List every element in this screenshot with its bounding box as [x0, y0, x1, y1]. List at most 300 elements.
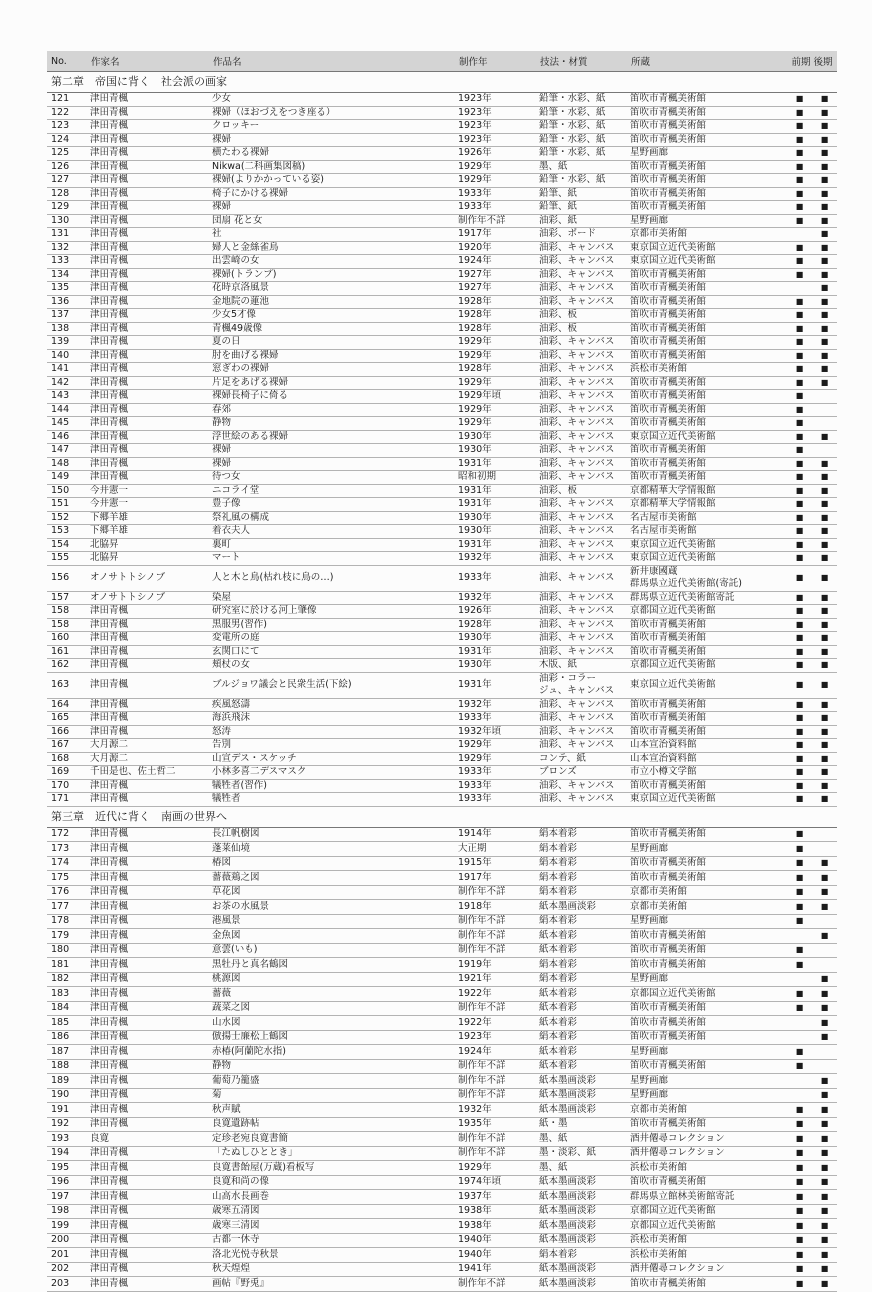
cell-year: 制作年不詳 — [455, 1088, 536, 1103]
cell-title: 古都一休寺 — [209, 1233, 455, 1248]
cell-year: 制作年不詳 — [455, 929, 536, 944]
cell-second-term: ■ — [812, 201, 837, 215]
cell-no: 193 — [47, 1132, 87, 1147]
cell-title: 裏町 — [209, 538, 455, 552]
cell-technique: 油彩、キャンバス — [536, 255, 627, 269]
cell-title: 良寛和尚の像 — [209, 1175, 455, 1190]
cell-year: 1941年 — [455, 1262, 536, 1277]
cell-second-term: ■ — [812, 430, 837, 444]
table-row — [47, 174, 837, 188]
cell-first-term: ■ — [787, 1103, 812, 1118]
cell-second-term: ■ — [812, 632, 837, 646]
table-row — [47, 842, 837, 857]
table-row — [47, 525, 837, 539]
cell-no: 158 — [47, 618, 87, 632]
cell-year: 1933年 — [455, 779, 536, 793]
cell-year: 1930年 — [455, 632, 536, 646]
cell-year: 1930年 — [455, 430, 536, 444]
cell-artist: オノサトトシノブ — [87, 591, 209, 605]
cell-technique: 油彩・コラー ジュ、キャンバス — [536, 672, 627, 698]
cell-title: 怒涛 — [209, 725, 455, 739]
cell-first-term: ■ — [787, 201, 812, 215]
cell-first-term: ■ — [787, 766, 812, 780]
cell-artist: 津田青楓 — [87, 349, 209, 363]
table-row — [47, 214, 837, 228]
cell-artist: 津田青楓 — [87, 856, 209, 871]
cell-first-term: ■ — [787, 255, 812, 269]
cell-technique: 紙本墨画淡彩 — [536, 1103, 627, 1118]
cell-technique: 鉛筆・水彩、紙 — [536, 174, 627, 188]
cell-first-term: ■ — [787, 779, 812, 793]
cell-technique: 油彩、キャンバス — [536, 444, 627, 458]
cell-second-term: ■ — [812, 309, 837, 323]
cell-no: 183 — [47, 987, 87, 1002]
table-row — [47, 228, 837, 242]
cell-first-term: ■ — [787, 241, 812, 255]
cell-second-term — [812, 914, 837, 929]
cell-no: 123 — [47, 120, 87, 134]
cell-technique: 紙本着彩 — [536, 1001, 627, 1016]
table-row — [47, 712, 837, 726]
cell-no: 146 — [47, 430, 87, 444]
cell-year: 制作年不詳 — [455, 214, 536, 228]
cell-artist: 津田青楓 — [87, 133, 209, 147]
cell-title: 裸婦長椅子に倚る — [209, 390, 455, 404]
cell-first-term: ■ — [787, 914, 812, 929]
header-title: 作品名 — [209, 51, 455, 72]
cell-technique: 絹本着彩 — [536, 1248, 627, 1263]
cell-no: 171 — [47, 793, 87, 807]
cell-artist: 大月源二 — [87, 739, 209, 753]
cell-technique: 油彩、キャンバス — [536, 403, 627, 417]
cell-collection: 京都市美術館 — [627, 900, 787, 915]
cell-artist: 津田青楓 — [87, 106, 209, 120]
cell-no: 165 — [47, 712, 87, 726]
cell-second-term: ■ — [812, 1161, 837, 1176]
cell-first-term: ■ — [787, 363, 812, 377]
cell-second-term: ■ — [812, 1132, 837, 1147]
table-row — [47, 1248, 837, 1263]
cell-second-term: ■ — [812, 1016, 837, 1031]
table-row — [47, 827, 837, 842]
cell-year: 1929年 — [455, 752, 536, 766]
cell-year: 1928年 — [455, 295, 536, 309]
cell-second-term — [812, 827, 837, 842]
cell-year: 制作年不詳 — [455, 1001, 536, 1016]
cell-technique: 油彩、キャンバス — [536, 282, 627, 296]
cell-title: 祭礼風の構成 — [209, 511, 455, 525]
cell-second-term — [812, 958, 837, 973]
cell-first-term — [787, 1030, 812, 1045]
cell-year: 1929年 — [455, 336, 536, 350]
cell-technique: コンテ、紙 — [536, 752, 627, 766]
cell-first-term: ■ — [787, 511, 812, 525]
table-row — [47, 725, 837, 739]
table-row — [47, 390, 837, 404]
cell-second-term — [812, 417, 837, 431]
cell-first-term: ■ — [787, 1190, 812, 1205]
cell-no: 152 — [47, 511, 87, 525]
table-row — [47, 120, 837, 134]
cell-first-term: ■ — [787, 1219, 812, 1234]
cell-artist: 津田青楓 — [87, 672, 209, 698]
cell-no: 154 — [47, 538, 87, 552]
cell-technique: 紙本墨画淡彩 — [536, 1190, 627, 1205]
table-header — [47, 51, 837, 72]
table-row — [47, 1175, 837, 1190]
header-artist: 作家名 — [87, 51, 209, 72]
cell-title: Nikwa(二科画集図稿) — [209, 160, 455, 174]
cell-collection: 笛吹市青楓美術館 — [627, 160, 787, 174]
cell-artist: 津田青楓 — [87, 1146, 209, 1161]
cell-title: 青楓49歳像 — [209, 322, 455, 336]
cell-second-term: ■ — [812, 1001, 837, 1016]
cell-first-term: ■ — [787, 187, 812, 201]
table-row — [47, 591, 837, 605]
cell-artist: 津田青楓 — [87, 1277, 209, 1292]
cell-no: 144 — [47, 403, 87, 417]
cell-year: 1929年頃 — [455, 390, 536, 404]
table-row — [47, 1233, 837, 1248]
cell-collection: 酒井僊尋コレクション — [627, 1132, 787, 1147]
cell-technique: 鉛筆・水彩、紙 — [536, 133, 627, 147]
cell-no: 177 — [47, 900, 87, 915]
cell-first-term: ■ — [787, 618, 812, 632]
cell-artist: 津田青楓 — [87, 914, 209, 929]
cell-first-term: ■ — [787, 295, 812, 309]
cell-second-term: ■ — [812, 1074, 837, 1089]
cell-title: 待つ女 — [209, 471, 455, 485]
cell-first-term: ■ — [787, 672, 812, 698]
cell-year: 1937年 — [455, 1190, 536, 1205]
cell-technique: 墨、紙 — [536, 1161, 627, 1176]
cell-technique: 油彩、キャンバス — [536, 618, 627, 632]
cell-collection: 笛吹市青楓美術館 — [627, 417, 787, 431]
cell-no: 158 — [47, 605, 87, 619]
cell-collection: 群馬県立近代美術館寄託 — [627, 591, 787, 605]
cell-collection: 笛吹市青楓美術館 — [627, 779, 787, 793]
cell-first-term: ■ — [787, 552, 812, 566]
cell-artist: 津田青楓 — [87, 1059, 209, 1074]
cell-collection: 名古屋市美術館 — [627, 525, 787, 539]
table-row — [47, 1117, 837, 1132]
cell-collection: 笛吹市青楓美術館 — [627, 187, 787, 201]
table-row — [47, 552, 837, 566]
cell-year: 制作年不詳 — [455, 1132, 536, 1147]
table-row — [47, 160, 837, 174]
cell-artist: 津田青楓 — [87, 645, 209, 659]
cell-technique: 油彩、キャンバス — [536, 241, 627, 255]
cell-second-term — [812, 943, 837, 958]
cell-title: 草花図 — [209, 885, 455, 900]
cell-technique: 油彩、キャンバス — [536, 605, 627, 619]
cell-technique: 紙本墨画淡彩 — [536, 1204, 627, 1219]
table-row — [47, 241, 837, 255]
cell-no: 139 — [47, 336, 87, 350]
cell-no: 140 — [47, 349, 87, 363]
cell-collection: 東京国立近代美術館 — [627, 552, 787, 566]
table-row — [47, 403, 837, 417]
cell-collection: 京都市美術館 — [627, 885, 787, 900]
cell-year: 1938年 — [455, 1219, 536, 1234]
cell-second-term: ■ — [812, 511, 837, 525]
cell-no: 138 — [47, 322, 87, 336]
cell-second-term: ■ — [812, 484, 837, 498]
header-term: 前期 後期 — [787, 51, 837, 72]
cell-artist: 津田青楓 — [87, 885, 209, 900]
cell-no: 121 — [47, 93, 87, 107]
cell-second-term: ■ — [812, 160, 837, 174]
cell-first-term: ■ — [787, 885, 812, 900]
cell-technique: 墨・淡彩、紙 — [536, 1146, 627, 1161]
table-row — [47, 1045, 837, 1060]
table-row — [47, 1030, 837, 1045]
cell-artist: 津田青楓 — [87, 147, 209, 161]
cell-year: 制作年不詳 — [455, 885, 536, 900]
cell-first-term: ■ — [787, 147, 812, 161]
table-row — [47, 1219, 837, 1234]
cell-second-term: ■ — [812, 322, 837, 336]
cell-first-term: ■ — [787, 93, 812, 107]
cell-no: 182 — [47, 972, 87, 987]
cell-title: 山宣デス・スケッチ — [209, 752, 455, 766]
cell-no: 127 — [47, 174, 87, 188]
cell-artist: 千田是也、佐土哲二 — [87, 766, 209, 780]
table-row — [47, 349, 837, 363]
cell-title: 椿図 — [209, 856, 455, 871]
cell-second-term: ■ — [812, 349, 837, 363]
cell-title: 蔬菜之図 — [209, 1001, 455, 1016]
cell-title: 頬杖の女 — [209, 659, 455, 673]
cell-artist: 津田青楓 — [87, 943, 209, 958]
cell-no: 201 — [47, 1248, 87, 1263]
cell-no: 156 — [47, 565, 87, 591]
cell-collection: 東京国立近代美術館 — [627, 430, 787, 444]
table-row — [47, 430, 837, 444]
cell-artist: 津田青楓 — [87, 1175, 209, 1190]
cell-technique: 紙本墨画淡彩 — [536, 1233, 627, 1248]
cell-technique: 油彩、キャンバス — [536, 645, 627, 659]
cell-technique: 油彩、キャンバス — [536, 591, 627, 605]
cell-first-term: ■ — [787, 214, 812, 228]
cell-collection: 笛吹市青楓美術館 — [627, 1030, 787, 1045]
cell-artist: 津田青楓 — [87, 201, 209, 215]
cell-artist: 津田青楓 — [87, 605, 209, 619]
cell-technique: 油彩、キャンバス — [536, 793, 627, 807]
cell-second-term: ■ — [812, 645, 837, 659]
cell-artist: 津田青楓 — [87, 160, 209, 174]
cell-technique: 木版、紙 — [536, 659, 627, 673]
cell-year: 1927年 — [455, 268, 536, 282]
cell-no: 150 — [47, 484, 87, 498]
cell-title: 横たわる裸婦 — [209, 147, 455, 161]
cell-no: 145 — [47, 417, 87, 431]
cell-second-term: ■ — [812, 779, 837, 793]
table-row — [47, 779, 837, 793]
cell-artist: 津田青楓 — [87, 1016, 209, 1031]
table-row — [47, 1001, 837, 1016]
cell-title: 裸婦（ほおづえをつき座る） — [209, 106, 455, 120]
cell-collection: 笛吹市青楓美術館 — [627, 403, 787, 417]
cell-second-term: ■ — [812, 552, 837, 566]
cell-artist: 津田青楓 — [87, 1030, 209, 1045]
cell-year: 1922年 — [455, 987, 536, 1002]
cell-second-term — [812, 1059, 837, 1074]
cell-collection: 星野画廊 — [627, 842, 787, 857]
cell-no: 160 — [47, 632, 87, 646]
cell-first-term: ■ — [787, 987, 812, 1002]
cell-technique: 油彩、キャンバス — [536, 552, 627, 566]
table-row — [47, 471, 837, 485]
cell-second-term: ■ — [812, 147, 837, 161]
cell-first-term: ■ — [787, 106, 812, 120]
cell-collection: 笛吹市青楓美術館 — [627, 856, 787, 871]
cell-first-term: ■ — [787, 739, 812, 753]
cell-year: 1933年 — [455, 712, 536, 726]
header-collection: 所蔵 — [627, 51, 787, 72]
cell-no: 157 — [47, 591, 87, 605]
cell-no: 126 — [47, 160, 87, 174]
cell-artist: 津田青楓 — [87, 1262, 209, 1277]
cell-technique: 絹本着彩 — [536, 842, 627, 857]
cell-year: 1923年 — [455, 93, 536, 107]
cell-title: 裸婦 — [209, 444, 455, 458]
cell-collection: 笛吹市青楓美術館 — [627, 174, 787, 188]
cell-year: 制作年不詳 — [455, 914, 536, 929]
cell-artist: 北脇昇 — [87, 552, 209, 566]
cell-year: 1932年 — [455, 591, 536, 605]
cell-no: 164 — [47, 698, 87, 712]
table-row — [47, 943, 837, 958]
cell-technique: 紙本着彩 — [536, 929, 627, 944]
cell-title: 裸婦(トランプ) — [209, 268, 455, 282]
cell-no: 200 — [47, 1233, 87, 1248]
cell-first-term: ■ — [787, 390, 812, 404]
cell-year: 1929年 — [455, 160, 536, 174]
artwork-list-sheet — [47, 51, 837, 1292]
cell-first-term: ■ — [787, 309, 812, 323]
cell-title: 浮世絵のある裸婦 — [209, 430, 455, 444]
cell-title: 良寛遺跡帖 — [209, 1117, 455, 1132]
cell-collection: 浜松市美術館 — [627, 1161, 787, 1176]
table-row — [47, 929, 837, 944]
cell-first-term — [787, 972, 812, 987]
cell-year: 1932年 — [455, 1103, 536, 1118]
cell-artist: 津田青楓 — [87, 1248, 209, 1263]
cell-second-term: ■ — [812, 255, 837, 269]
table-row — [47, 1161, 837, 1176]
table-row — [47, 1146, 837, 1161]
cell-collection: 笛吹市青楓美術館 — [627, 1059, 787, 1074]
cell-collection: 京都国立近代美術館 — [627, 605, 787, 619]
cell-artist: 津田青楓 — [87, 1074, 209, 1089]
cell-artist: 今井憲一 — [87, 498, 209, 512]
cell-second-term: ■ — [812, 1103, 837, 1118]
cell-technique: 油彩、キャンバス — [536, 457, 627, 471]
cell-second-term: ■ — [812, 659, 837, 673]
cell-technique: 油彩、キャンバス — [536, 417, 627, 431]
cell-collection: 笛吹市青楓美術館 — [627, 1117, 787, 1132]
cell-collection: 笛吹市青楓美術館 — [627, 93, 787, 107]
cell-year: 1929年 — [455, 739, 536, 753]
table-row — [47, 201, 837, 215]
cell-year: 1928年 — [455, 322, 536, 336]
cell-artist: 津田青楓 — [87, 1233, 209, 1248]
cell-title: 裸婦 — [209, 457, 455, 471]
cell-no: 185 — [47, 1016, 87, 1031]
cell-second-term: ■ — [812, 133, 837, 147]
cell-technique: 絹本着彩 — [536, 972, 627, 987]
cell-second-term: ■ — [812, 793, 837, 807]
cell-year: 1919年 — [455, 958, 536, 973]
cell-collection: 笛吹市青楓美術館 — [627, 698, 787, 712]
cell-year: 1920年 — [455, 241, 536, 255]
table-body — [47, 72, 837, 1292]
cell-collection: 笛吹市青楓美術館 — [627, 827, 787, 842]
table-row — [47, 605, 837, 619]
cell-second-term — [812, 842, 837, 857]
cell-title: 薔薇 — [209, 987, 455, 1002]
cell-title: 染屋 — [209, 591, 455, 605]
cell-second-term — [812, 403, 837, 417]
cell-collection: 笛吹市青楓美術館 — [627, 645, 787, 659]
cell-first-term: ■ — [787, 725, 812, 739]
cell-collection: 星野画廊 — [627, 1045, 787, 1060]
cell-second-term: ■ — [812, 1277, 837, 1292]
cell-second-term: ■ — [812, 672, 837, 698]
table-row — [47, 1059, 837, 1074]
cell-artist: 津田青楓 — [87, 255, 209, 269]
cell-title: 洛北光悦寺秋景 — [209, 1248, 455, 1263]
cell-no: 198 — [47, 1204, 87, 1219]
cell-artist: 津田青楓 — [87, 987, 209, 1002]
cell-year: 1932年 — [455, 552, 536, 566]
cell-second-term: ■ — [812, 1175, 837, 1190]
cell-collection: 笛吹市青楓美術館 — [627, 1175, 787, 1190]
cell-technique: 絹本着彩 — [536, 885, 627, 900]
cell-second-term: ■ — [812, 900, 837, 915]
table-row — [47, 1190, 837, 1205]
cell-technique: 紙本墨画淡彩 — [536, 1262, 627, 1277]
cell-no: 169 — [47, 766, 87, 780]
cell-title: 薔薇鶏之図 — [209, 871, 455, 886]
cell-technique: 紙本着彩 — [536, 1016, 627, 1031]
cell-title: 少女5才像 — [209, 309, 455, 323]
cell-year: 1933年 — [455, 565, 536, 591]
table-row — [47, 93, 837, 107]
cell-artist: 津田青楓 — [87, 471, 209, 485]
cell-title: 倣揚士廉松上鶴図 — [209, 1030, 455, 1045]
cell-collection: 笛吹市青楓美術館 — [627, 457, 787, 471]
cell-year: 1926年 — [455, 605, 536, 619]
cell-title: マート — [209, 552, 455, 566]
table-row — [47, 987, 837, 1002]
cell-second-term: ■ — [812, 871, 837, 886]
cell-collection: 浜松市美術館 — [627, 1233, 787, 1248]
cell-collection: 笛吹市青楓美術館 — [627, 943, 787, 958]
table-row — [47, 632, 837, 646]
cell-technique: 油彩、キャンバス — [536, 511, 627, 525]
table-row — [47, 444, 837, 458]
cell-year: 1933年 — [455, 187, 536, 201]
cell-collection: 東京国立近代美術館 — [627, 255, 787, 269]
cell-technique: 油彩、ボード — [536, 228, 627, 242]
table-row — [47, 672, 837, 698]
cell-title: 秋声賦 — [209, 1103, 455, 1118]
cell-artist: 津田青楓 — [87, 1190, 209, 1205]
cell-year: 1918年 — [455, 900, 536, 915]
cell-collection: 笛吹市青楓美術館 — [627, 725, 787, 739]
